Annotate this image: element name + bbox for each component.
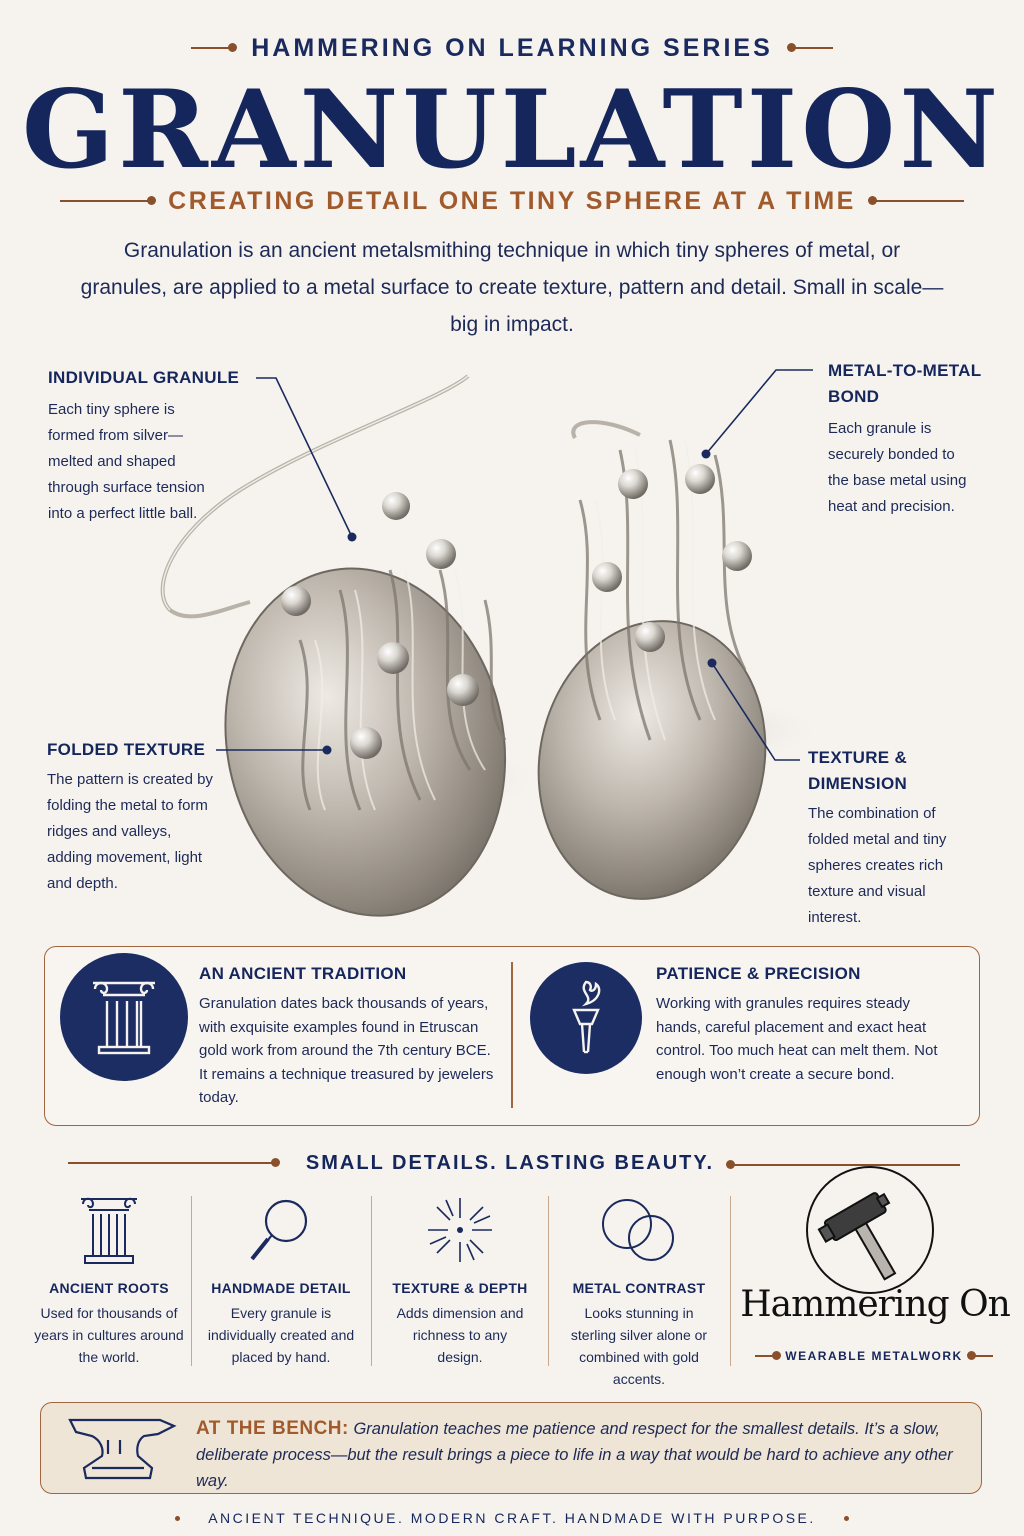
tradition-left-body: Granulation dates back thousands of years, with exquisite examples found in Etruscan gold work from around the 7th century BCE. It remains a technique treasured by jewelers today.	[199, 995, 494, 1106]
tradition-right	[656, 964, 956, 1086]
rule-left	[68, 1162, 276, 1164]
footer	[0, 1506, 1024, 1530]
feature-body: Used for thousands of years in cultures around the world.	[34, 1305, 184, 1365]
tradition-left	[199, 964, 499, 1110]
brand-subtitle: WEARABLE METALWORK	[785, 1349, 963, 1363]
tagline-row	[0, 184, 1024, 218]
feature-divider	[191, 1196, 192, 1366]
footer-dot	[844, 1516, 849, 1521]
feature-title: ANCIENT ROOTS	[49, 1280, 169, 1296]
intro-paragraph: Granulation is an ancient metalsmithing technique in which tiny spheres of metal, or granules, are applied to a metal surface to create texture, pattern and detail. Small in scale—big in impact.	[80, 239, 944, 336]
page-title: GRANULATION	[21, 67, 1003, 193]
magnifier-icon	[196, 1190, 366, 1270]
column-icon	[60, 953, 188, 1081]
callout-body: The combination of folded metal and tiny spheres creates rich texture and visual interest.	[808, 805, 947, 926]
tagline: CREATING DETAIL ONE TINY SPHERE AT A TIME	[168, 186, 856, 215]
brand-name: Hammering On	[740, 1284, 1010, 1325]
bench-label: AT THE BENCH:	[196, 1418, 349, 1439]
series-header	[0, 30, 1024, 66]
torch-icon	[530, 962, 642, 1074]
rule-right	[872, 200, 964, 202]
feature-body: Adds dimension and richness to any design.	[396, 1305, 524, 1365]
callout-title: FOLDED TEXTURE	[47, 740, 206, 759]
rule-right	[730, 1164, 960, 1166]
callout-title: TEXTURE & DIMENSION	[808, 748, 908, 793]
bench-quote	[196, 1416, 966, 1494]
feature-body: Every granule is individually created and placed by hand.	[207, 1305, 355, 1365]
feature-texture-depth	[375, 1190, 545, 1368]
rings-icon	[554, 1190, 724, 1270]
bench-text: Granulation teaches me patience and respect for the smallest details. It’s a slow, deliberate process—but the result brings a piece to life in a way that would be hard to achieve any other way.	[196, 1420, 953, 1490]
feature-title: METAL CONTRAST	[572, 1280, 706, 1296]
tradition-left-title: AN ANCIENT TRADITION	[199, 964, 407, 983]
feature-metal-contrast	[554, 1190, 724, 1390]
feature-handmade-detail	[196, 1190, 366, 1368]
tradition-right-body: Working with granules requires steady hands, careful placement and exact heat control. Too much heat can melt them. Not enough won’t create a secure bond.	[656, 995, 938, 1083]
footer-text: ANCIENT TECHNIQUE. MODERN CRAFT. HANDMADE WITH PURPOSE.	[208, 1510, 816, 1526]
series-title: HAMMERING ON LEARNING SERIES	[251, 33, 773, 62]
anvil-icon	[64, 1412, 184, 1488]
callout-title: INDIVIDUAL GRANULE	[48, 368, 240, 387]
callout-folded-texture	[47, 737, 227, 897]
tradition-right-title: PATIENCE & PRECISION	[656, 964, 861, 983]
footer-dot	[175, 1516, 180, 1521]
rule-left	[60, 200, 152, 202]
rule-left	[755, 1355, 777, 1357]
feature-ancient-roots	[24, 1190, 194, 1368]
rule-left	[191, 47, 233, 49]
sparkle-icon	[375, 1190, 545, 1270]
feature-title: TEXTURE & DEPTH	[392, 1280, 528, 1296]
feature-divider	[371, 1196, 372, 1366]
callout-title: METAL-TO-METAL BOND	[828, 361, 982, 406]
callout-individual-granule	[48, 365, 248, 527]
feature-title: HANDMADE DETAIL	[211, 1280, 351, 1296]
callout-body: Each tiny sphere is formed from silver—melted and shaped through surface tension into a perfect little ball.	[48, 401, 205, 522]
callout-texture-dimension	[808, 745, 988, 931]
details-title: SMALL DETAILS. LASTING BEAUTY.	[305, 1152, 715, 1174]
callout-body: The pattern is created by folding the metal to form ridges and valleys, adding movement, light and depth.	[47, 771, 213, 892]
feature-body: Looks stunning in sterling silver alone or combined with gold accents.	[570, 1305, 708, 1387]
callout-metal-bond	[828, 358, 998, 520]
hammer-logo-icon	[806, 1166, 934, 1294]
brand-subtitle-row	[752, 1346, 996, 1366]
column-icon	[24, 1190, 194, 1270]
callout-body: Each granule is securely bonded to the base metal using heat and precision.	[828, 420, 967, 515]
tradition-divider	[511, 962, 513, 1108]
feature-divider	[548, 1196, 549, 1366]
rule-right	[971, 1355, 993, 1357]
feature-divider	[730, 1196, 731, 1366]
rule-right	[791, 47, 833, 49]
